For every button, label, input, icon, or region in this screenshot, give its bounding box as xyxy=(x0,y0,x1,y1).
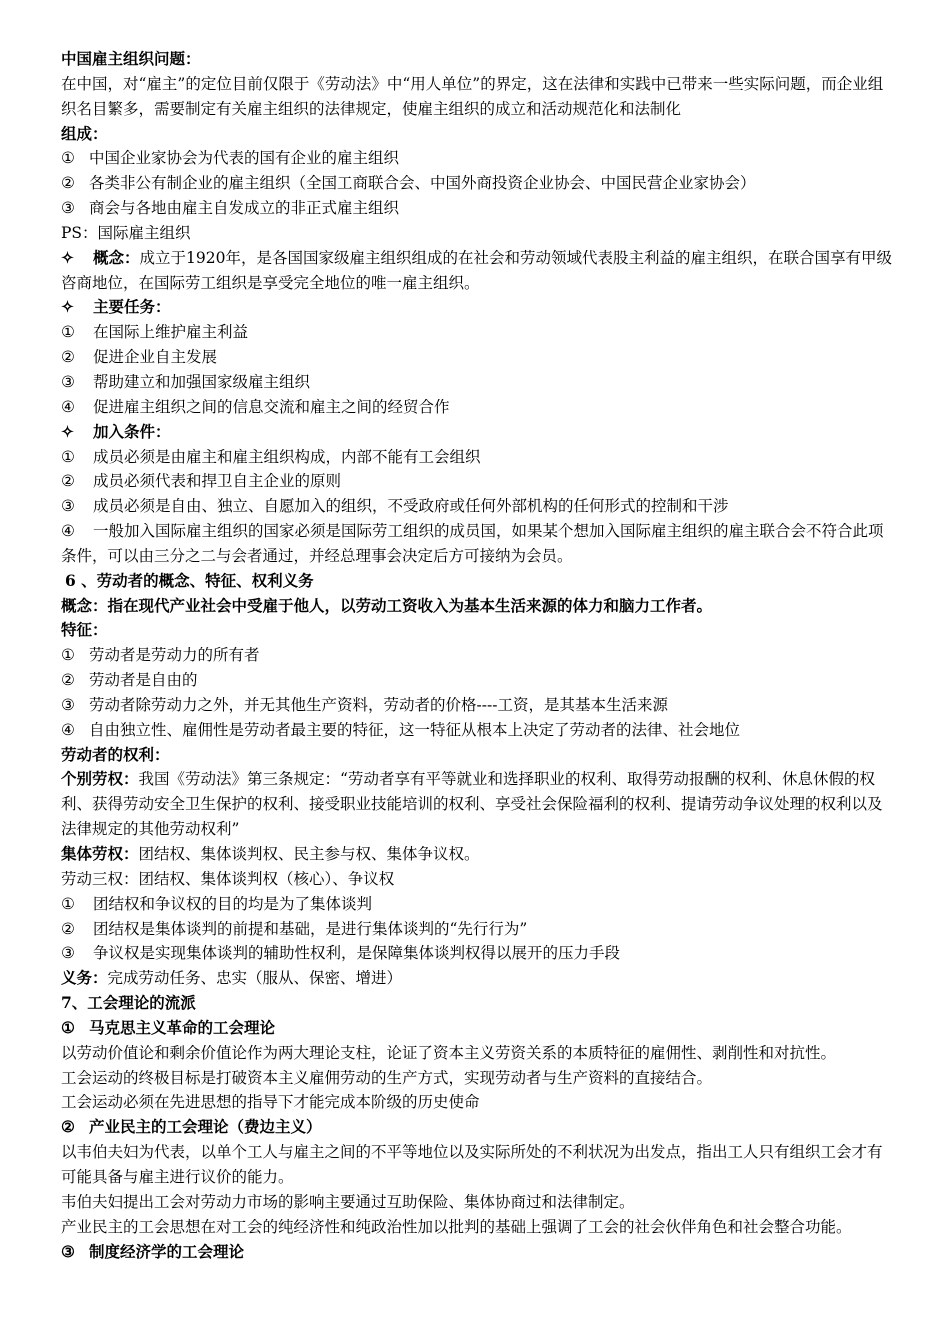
condition-item: ① 成员必须是由雇主和雇主组织构成，内部不能有工会组织 xyxy=(61,447,481,466)
composition-item: ② 各类非公有制企业的雇主组织（全国工商联合会、中国外商投资企业协会、中国民营企业家协会） xyxy=(61,174,756,193)
rights-label: 劳动者的权利： xyxy=(61,744,170,764)
worker-concept: 概念：指在现代产业社会中受雇于他人，以劳动工资收入为基本生活来源的体力和脑力工作者。 xyxy=(61,595,713,615)
duty-line: 义务：完成劳动任务、忠实（服从、保密、增进） xyxy=(61,968,403,988)
ioe-concept: ✧ 概念：成立于1920年，是各国国家级雇主组织组成的在社会和劳动领域代表股主利益的雇主组织，在联合国享有甲级咨商地位，在国际劳工组织是享受完全地位的唯一雇主组织。 xyxy=(61,247,892,292)
ps-line: PS：国际雇主组织 xyxy=(61,223,191,242)
collective-rights: 集体劳权：团结权、集体谈判权、民主参与权、集体争议权。 xyxy=(61,844,480,863)
theory-2-para: 以韦伯夫妇为代表，以单个工人与雇主之间的不平等地位以及实际所处的不利状况为出发点，指出工人只有组织工会才有可能具备与雇主进行议价的能力。 xyxy=(61,1143,883,1186)
three-rights-item: ③ 争议权是实现集体谈判的辅助性权利，是保障集体谈判权得以展开的压力手段 xyxy=(61,944,621,963)
task-item: ① 在国际上维护雇主利益 xyxy=(61,323,249,342)
theory-1-title: ① 马克思主义革命的工会理论 xyxy=(61,1017,276,1037)
theory-1-para: 工会运动必须在先进思想的指导下才能完成本阶级的历史使命 xyxy=(61,1093,480,1112)
diamond-icon: ✧ xyxy=(61,421,74,441)
feature-item: ③ 劳动者除劳动力之外，并无其他生产资料，劳动者的价格----工资，是其基本生活来源 xyxy=(61,695,668,714)
theory-1-para: 以劳动价值论和剩余价值论作为两大理论支柱，论证了资本主义劳资关系的本质特征的雇佣性、剥削性和对抗性。 xyxy=(61,1043,837,1062)
composition-item: ③ 商会与各地由雇主自发成立的非正式雇主组织 xyxy=(61,199,400,218)
conditions-heading: ✧ 加入条件： xyxy=(61,420,892,445)
three-rights-item: ② 团结权是集体谈判的前提和基础，是进行集体谈判的“先行行为” xyxy=(61,919,528,938)
theory-2-para: 产业民主的工会思想在对工会的纯经济性和纯政治性加以批判的基础上强调了工会的社会伙伴角色和社会整合功能。 xyxy=(61,1217,852,1236)
diamond-icon: ✧ xyxy=(61,297,74,317)
three-rights: 劳动三权：团结权、集体谈判权（核心）、争议权 xyxy=(61,869,395,888)
section-6-heading: 6 、劳动者的概念、特征、权利义务 xyxy=(65,570,314,590)
composition-label: 组成： xyxy=(61,123,108,143)
theory-2-title: ② 产业民主的工会理论（费边主义） xyxy=(61,1117,322,1137)
employer-org-heading: 中国雇主组织问题： xyxy=(61,49,201,68)
diamond-icon: ✧ xyxy=(61,247,74,267)
features-label: 特征： xyxy=(61,620,108,640)
employer-org-intro: 在中国，对“雇主”的定位目前仅限于《劳动法》中“用人单位”的界定，这在法律和实践中已带来一些实际问题，而企业组织名目繁多，需要制定有关雇主组织的法律规定，使雇主组织的成立和活动规范化和法制化 xyxy=(61,74,884,118)
condition-item: ② 成员必须代表和捍卫自主企业的原则 xyxy=(61,472,342,491)
feature-item: ④ 自由独立性、雇佣性是劳动者最主要的特征，这一特征从根本上决定了劳动者的法律、社会地位 xyxy=(61,720,741,739)
task-item: ③ 帮助建立和加强国家级雇主组织 xyxy=(61,372,311,391)
feature-item: ① 劳动者是劳动力的所有者 xyxy=(61,646,260,665)
feature-item: ② 劳动者是自由的 xyxy=(61,671,198,690)
task-item: ④ 促进雇主组织之间的信息交流和雇主之间的经贸合作 xyxy=(61,397,450,416)
theory-3-title: ③ 制度经济学的工会理论 xyxy=(61,1241,245,1261)
section-7-heading: 7、工会理论的流派 xyxy=(61,993,196,1013)
theory-1-para: 工会运动的终极目标是打破资本主义雇佣劳动的生产方式，实现劳动者与生产资料的直接结合。 xyxy=(61,1068,713,1087)
composition-item: ① 中国企业家协会为代表的国有企业的雇主组织 xyxy=(61,149,400,168)
three-rights-item: ① 团结权和争议权的目的均是为了集体谈判 xyxy=(61,894,373,913)
condition-item: ④ 一般加入国际雇主组织的国家必须是国际劳工组织的成员国，如果某个想加入国际雇主组织的雇主联合会不符合此项条件，可以由三分之二与会者通过，并经总理事会决定后方可接纳为会员。 xyxy=(61,522,884,565)
task-item: ② 促进企业自主发展 xyxy=(61,348,218,367)
individual-rights: 个别劳权：我国《劳动法》第三条规定：“劳动者享有平等就业和选择职业的权利、取得劳动报酬的权利、休息休假的权利、获得劳动安全卫生保护的权利、接受职业技能培训的权利、享受社会保险福利的权利、提请劳动争议处理的权利以及法律规定的其他劳动权利” xyxy=(61,769,883,839)
tasks-heading: ✧ 主要任务： xyxy=(61,295,892,320)
condition-item: ③ 成员必须是自由、独立、自愿加入的组织，不受政府或任何外部机构的任何形式的控制和干涉 xyxy=(61,497,729,516)
theory-2-para: 韦伯夫妇提出工会对劳动力市场的影响主要通过互助保险、集体协商过和法律制定。 xyxy=(61,1192,635,1211)
